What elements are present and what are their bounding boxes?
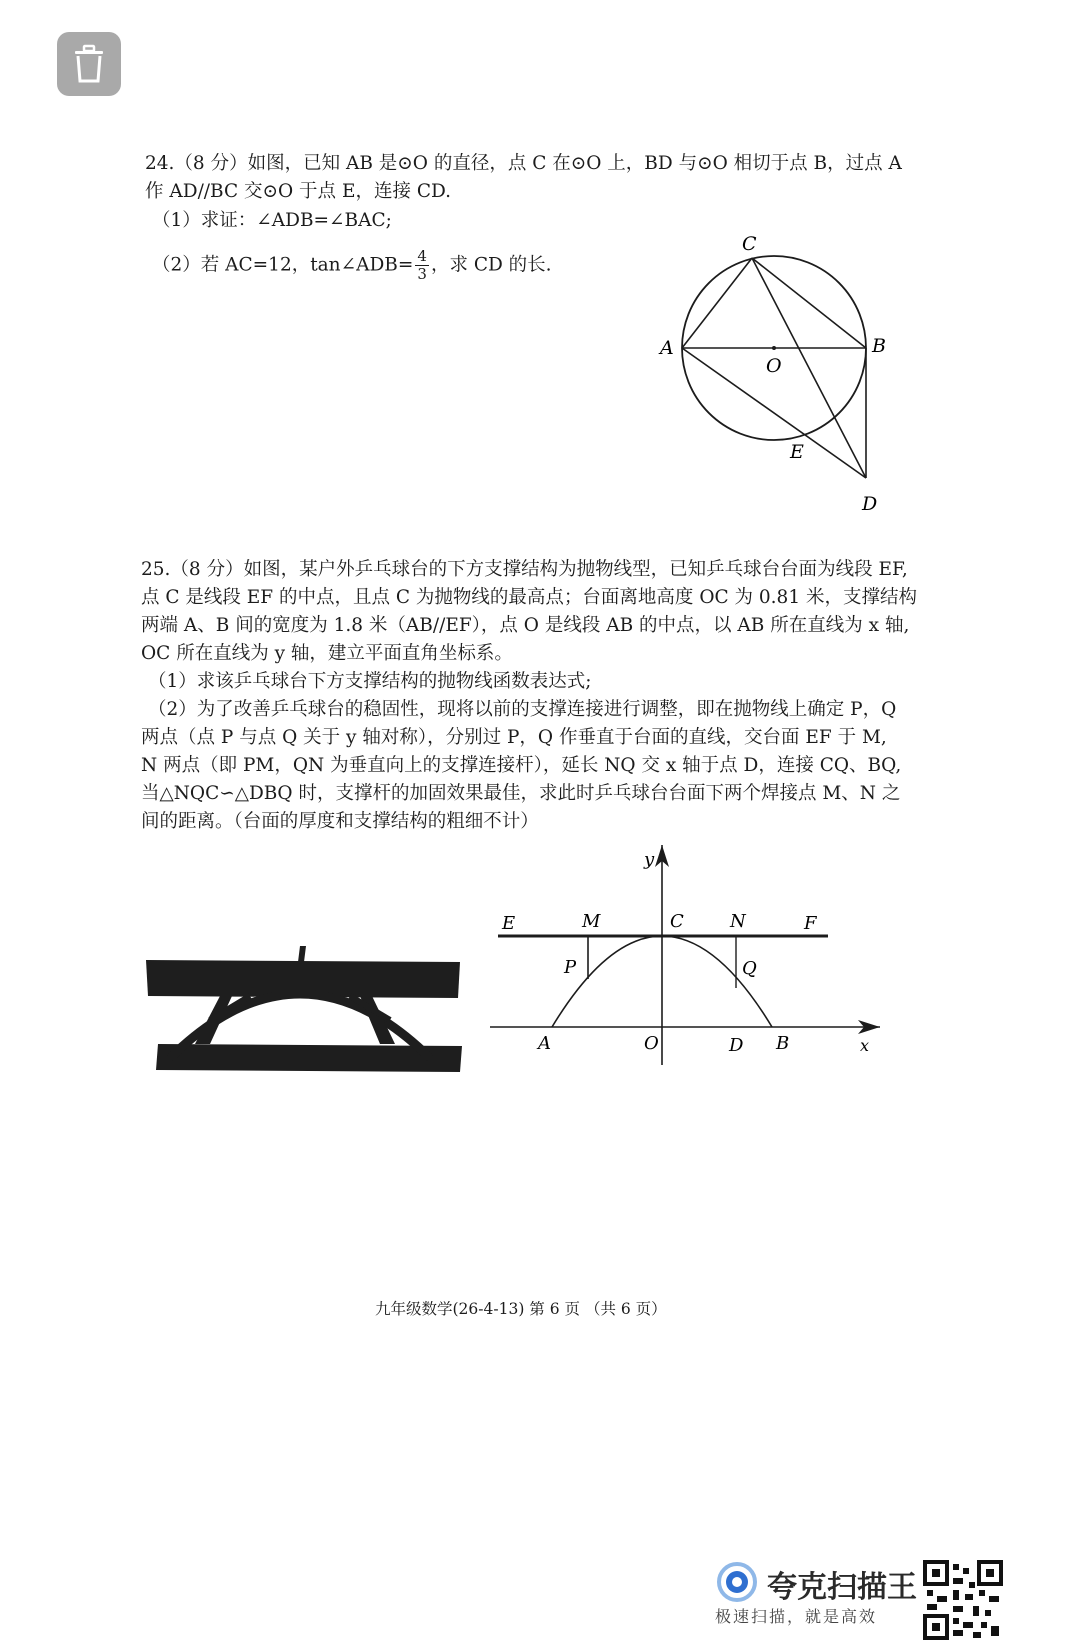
label-a: A [660, 337, 674, 359]
q25-line-3: 两端 A、B 间的宽度为 1.8 米（AB//EF），点 O 是线段 AB 的中点，以 AB 所在直线为 x 轴, [141, 615, 910, 636]
delete-button[interactable] [57, 32, 121, 96]
label-p: P [564, 957, 577, 978]
label-e: E [502, 913, 516, 934]
fraction-denominator: 3 [417, 265, 427, 283]
label-b: B [776, 1033, 790, 1054]
label-d: D [862, 493, 878, 515]
label-o: O [766, 355, 782, 377]
q25-line-2: 点 C 是线段 EF 的中点，且点 C 为抛物线的最高点；台面离地高度 OC 为 0.81 米，支撑结构 [141, 587, 917, 608]
q25-coordinate-graph [480, 845, 880, 1070]
label-f: F [804, 913, 817, 934]
q25-line-7: 两点（点 P 与点 Q 关于 y 轴对称），分别过 P，Q 作垂直于台面的直线，交台面 EF 于 M, [141, 727, 887, 748]
label-q: Q [742, 958, 757, 979]
label-c: C [742, 233, 757, 255]
q24-sub2-prefix: （2）若 AC=12，tan∠ADB= [152, 254, 414, 276]
table-illustration [140, 940, 465, 1075]
label-m: M [582, 911, 601, 932]
label-c: C [670, 911, 684, 932]
label-y: y [644, 849, 655, 870]
q24-sub2-suffix: ，求 CD 的长. [430, 254, 552, 276]
q25-line-8: N 两点（即 PM，QN 为垂直向上的支撑连接杆），延长 NQ 交 x 轴于点 D，连接 CQ、BQ, [141, 755, 902, 776]
fraction-numerator: 4 [417, 247, 427, 265]
segment-ac [682, 258, 752, 348]
q25-line-1: 25.（8 分）如图，某户外乒乓球台的下方支撑结构为抛物线型，已知乒乓球台台面为线段 EF, [141, 559, 908, 580]
q25-line-6: （2）为了改善乒乓球台的稳固性，现将以前的支撑连接进行调整，即在抛物线上确定 P，Q [148, 699, 897, 720]
label-a: A [538, 1033, 551, 1054]
label-o: O [644, 1033, 659, 1054]
q24-sub2 [152, 248, 552, 283]
label-d: D [729, 1035, 744, 1056]
center-point [772, 346, 776, 350]
segment-cb [752, 258, 866, 348]
q25-line-4: OC 所在直线为 y 轴，建立平面直角坐标系。 [141, 643, 513, 664]
q25-line-10: 间的距离。（台面的厚度和支撑结构的粗细不计） [141, 811, 539, 832]
page-footer: 九年级数学(26-4-13) 第 6 页 （共 6 页） [375, 1300, 667, 1318]
q25-line-5: （1）求该乒乓球台下方支撑结构的抛物线函数表达式; [148, 671, 592, 692]
q24-circle-figure [640, 230, 886, 520]
brand-name: 夸克扫描王 [767, 1570, 917, 1605]
fraction [415, 248, 429, 283]
qr-code-icon[interactable] [923, 1560, 1003, 1640]
q24-sub1: （1）求证：∠ADB=∠BAC; [152, 210, 392, 231]
label-x: x [860, 1036, 870, 1055]
q24-head: 24.（8 分）如图，已知 AB 是⊙O 的直径，点 C 在⊙O 上，BD 与⊙O 相切于点 B，过点 A [145, 153, 902, 174]
label-b: B [872, 335, 886, 357]
label-e: E [790, 441, 804, 463]
q25-line-9: 当△NQC∽△DBQ 时，支撑杆的加固效果最佳，求此时乒乓球台台面下两个焊接点 M、N 之 [141, 783, 901, 804]
label-n: N [730, 911, 746, 932]
quark-logo-icon [715, 1560, 761, 1604]
q24-line2: 作 AD//BC 交⊙O 于点 E，连接 CD. [145, 181, 452, 202]
brand-watermark [715, 1560, 1015, 1630]
trash-icon [72, 45, 106, 83]
brand-slogan: 极速扫描，就是高效 [715, 1607, 878, 1626]
